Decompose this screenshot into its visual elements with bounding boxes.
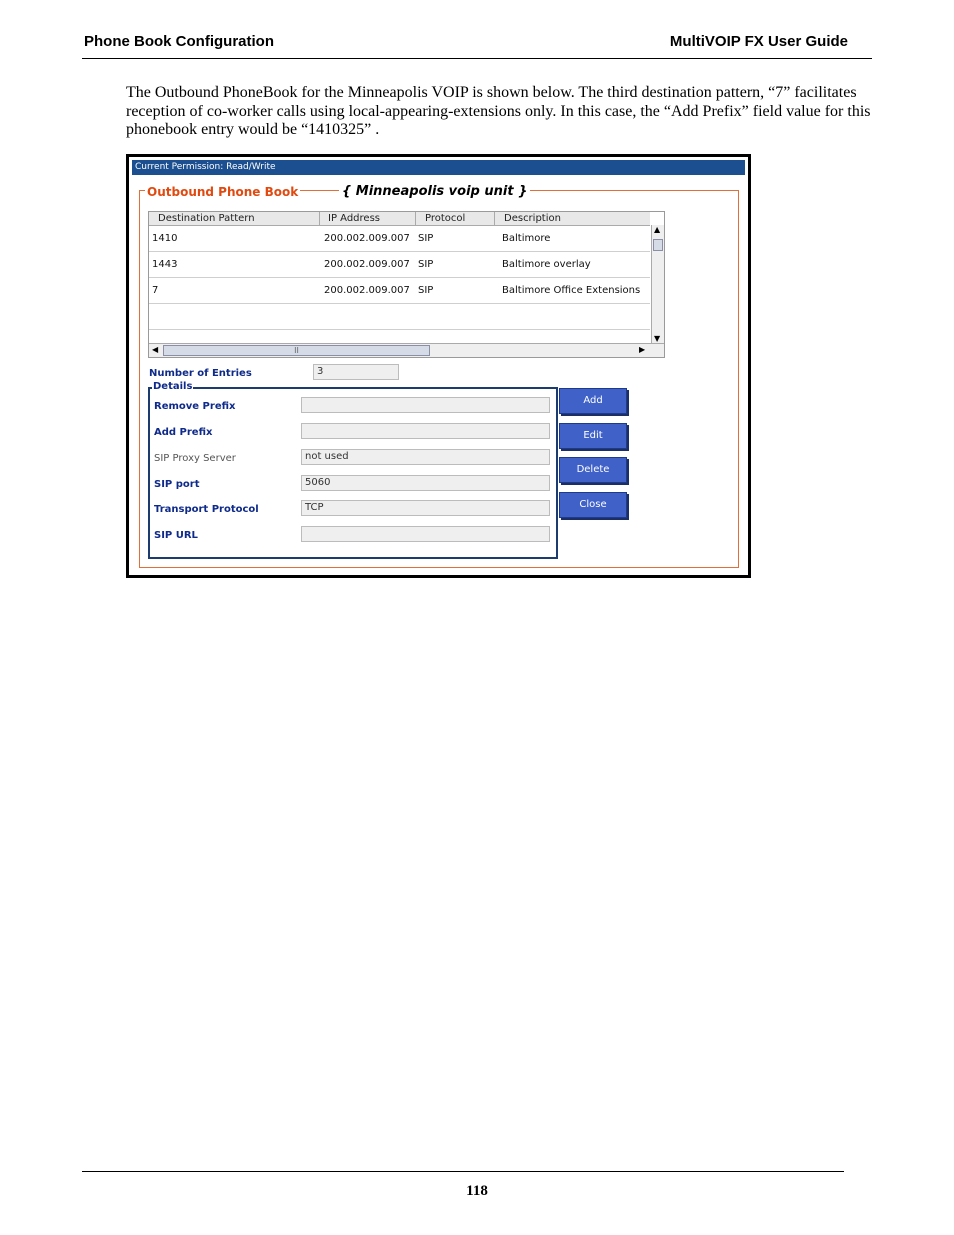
- cell-ip: 200.002.009.007: [324, 259, 410, 270]
- transport-protocol-label: Transport Protocol: [154, 504, 259, 515]
- cell-description: Baltimore Office Extensions: [502, 285, 641, 296]
- group-title: Outbound Phone Book: [147, 185, 299, 199]
- horizontal-scrollbar[interactable]: [149, 343, 664, 357]
- number-of-entries-label: Number of Entries: [149, 368, 252, 379]
- sip-url-input[interactable]: [301, 526, 550, 542]
- sip-proxy-server-label: SIP Proxy Server: [154, 453, 236, 464]
- table-header: [149, 212, 650, 226]
- scroll-down-icon[interactable]: ▼: [654, 334, 661, 343]
- permission-bar: Current Permission: Read/Write: [132, 160, 745, 175]
- add-prefix-input[interactable]: [301, 423, 550, 439]
- edit-button[interactable]: Edit: [559, 423, 627, 449]
- cell-protocol: SIP: [418, 233, 434, 244]
- add-button[interactable]: Add: [559, 388, 627, 414]
- sip-url-label: SIP URL: [154, 530, 198, 541]
- sip-proxy-server-input[interactable]: not used: [301, 449, 550, 465]
- scroll-left-icon[interactable]: ◀: [152, 345, 159, 354]
- column-protocol[interactable]: Protocol: [416, 212, 495, 225]
- cell-pattern: 1443: [152, 259, 178, 270]
- add-prefix-label: Add Prefix: [154, 427, 213, 438]
- footer-rule: [82, 1171, 844, 1172]
- intro-paragraph: [126, 84, 871, 140]
- column-description[interactable]: Description: [504, 213, 561, 224]
- page-number: 118: [466, 1183, 488, 1199]
- cell-ip: 200.002.009.007: [324, 285, 410, 296]
- unit-title: { Minneapolis voip unit }: [339, 184, 530, 199]
- cell-pattern: 1410: [152, 233, 178, 244]
- scroll-right-icon[interactable]: ▶: [639, 345, 646, 354]
- intro-text: The Outbound PhoneBook for the Minneapolis VOIP is shown below. The third destination pattern, “7” facilitates reception of co-worker calls using local-appearing-extensions only. In this case, the “Add Prefix” field value for this phonebook entry would be “1410325” .: [126, 84, 871, 138]
- header-guide-title: MultiVOIP FX User Guide: [669, 33, 848, 50]
- table-row[interactable]: [149, 252, 650, 278]
- sip-port-label: SIP port: [154, 479, 200, 490]
- number-of-entries-field: 3: [313, 364, 399, 380]
- cell-pattern: 7: [152, 285, 159, 296]
- phonebook-table: [148, 211, 665, 358]
- column-ip-address[interactable]: IP Address: [320, 212, 416, 225]
- horizontal-scroll-thumb[interactable]: II: [163, 345, 430, 356]
- close-button[interactable]: Close: [559, 492, 627, 518]
- column-destination-pattern[interactable]: Destination Pattern: [149, 212, 320, 225]
- table-row-empty[interactable]: [149, 304, 650, 330]
- cell-protocol: SIP: [418, 285, 434, 296]
- cell-ip: 200.002.009.007: [324, 233, 410, 244]
- header-rule: [82, 58, 872, 59]
- cell-description: Baltimore overlay: [502, 259, 591, 270]
- header-section-title: Phone Book Configuration: [84, 33, 274, 50]
- cell-description: Baltimore: [502, 233, 551, 244]
- delete-button[interactable]: Delete: [559, 457, 627, 483]
- details-title: Details: [153, 381, 193, 392]
- remove-prefix-label: Remove Prefix: [154, 401, 236, 412]
- table-row[interactable]: [149, 226, 650, 252]
- remove-prefix-input[interactable]: [301, 397, 550, 413]
- vertical-scroll-thumb[interactable]: [653, 239, 663, 251]
- cell-protocol: SIP: [418, 259, 434, 270]
- scroll-up-icon[interactable]: ▲: [654, 225, 661, 234]
- sip-port-input[interactable]: 5060: [301, 475, 550, 491]
- phonebook-screenshot: [126, 154, 751, 578]
- table-row[interactable]: [149, 278, 650, 304]
- vertical-scrollbar[interactable]: [651, 225, 664, 343]
- transport-protocol-input[interactable]: TCP: [301, 500, 550, 516]
